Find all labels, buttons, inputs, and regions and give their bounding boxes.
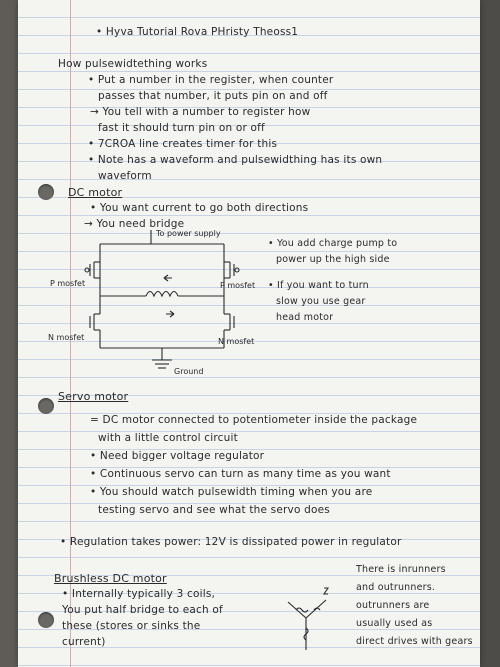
section-heading-servo: Servo motor [58, 390, 129, 403]
note-line: • You should watch pulsewidth timing when you are [90, 486, 373, 498]
side-note: direct drives with gears [356, 636, 473, 647]
note-subheading: How pulsewidtething works [58, 58, 208, 70]
note-line: • Internally typically 3 coils, [62, 588, 216, 600]
note-line: • Need bigger voltage regulator [90, 450, 265, 462]
note-line: with a little control circuit [98, 432, 238, 444]
note-line: • Note has a waveform and pulsewidthing has its own [88, 154, 383, 166]
side-note: outrunners are [356, 600, 430, 611]
side-note: slow you use gear [276, 296, 366, 307]
punch-hole [38, 184, 54, 200]
note-line: current) [62, 636, 106, 648]
side-note: • You add charge pump to [268, 238, 398, 249]
side-note: • If you want to turn [268, 280, 369, 291]
punch-hole [38, 398, 54, 414]
note-line: waveform [98, 170, 152, 182]
note-line: • Hyva Tutorial Rova PHristy Theoss1 [96, 26, 299, 38]
side-note: and outrunners. [356, 582, 436, 593]
note-line: fast it should turn pin on or off [98, 122, 265, 134]
three-coil-diagram [278, 580, 338, 660]
section-heading-brushless: Brushless DC motor [54, 572, 167, 585]
note-line: • Regulation takes power: 12V is dissipated power in regulator [60, 536, 402, 548]
section-heading-dc-motor: DC motor [68, 186, 123, 199]
note-line: • Continuous servo can turn as many time as you want [90, 468, 391, 480]
note-line: You put half bridge to each of [62, 604, 223, 616]
desk-background-right [480, 0, 500, 667]
note-line: these (stores or sinks the [62, 620, 201, 632]
side-note: There is inrunners [356, 564, 446, 575]
label-n-mosfet-right: N mosfet [218, 337, 255, 346]
label-p-mosfet-left: P mosfet [50, 279, 86, 288]
note-line: • Put a number in the register, when counter [88, 74, 334, 86]
label-n-mosfet-left: N mosfet [48, 333, 85, 342]
note-line: testing servo and see what the servo does [98, 504, 330, 516]
h-bridge-diagram [46, 226, 266, 376]
note-line: → You need bridge [84, 218, 185, 230]
side-note: head motor [276, 312, 334, 323]
note-line: • You want current to go both directions [90, 202, 309, 214]
note-line: passes that number, it puts pin on and off [98, 90, 328, 102]
punch-hole [38, 612, 54, 628]
label-p-mosfet-right: P mosfet [220, 281, 256, 290]
notebook-page [18, 0, 480, 667]
side-note: usually used as [356, 618, 433, 629]
side-note: power up the high side [276, 254, 390, 265]
note-line: = DC motor connected to potentiometer inside the package [90, 414, 418, 426]
note-line: → You tell with a number to register how [90, 106, 311, 118]
note-line: • 7CROA line creates timer for this [88, 138, 278, 150]
label-ground: Ground [174, 367, 204, 376]
label-power-supply: To power supply [156, 229, 221, 238]
